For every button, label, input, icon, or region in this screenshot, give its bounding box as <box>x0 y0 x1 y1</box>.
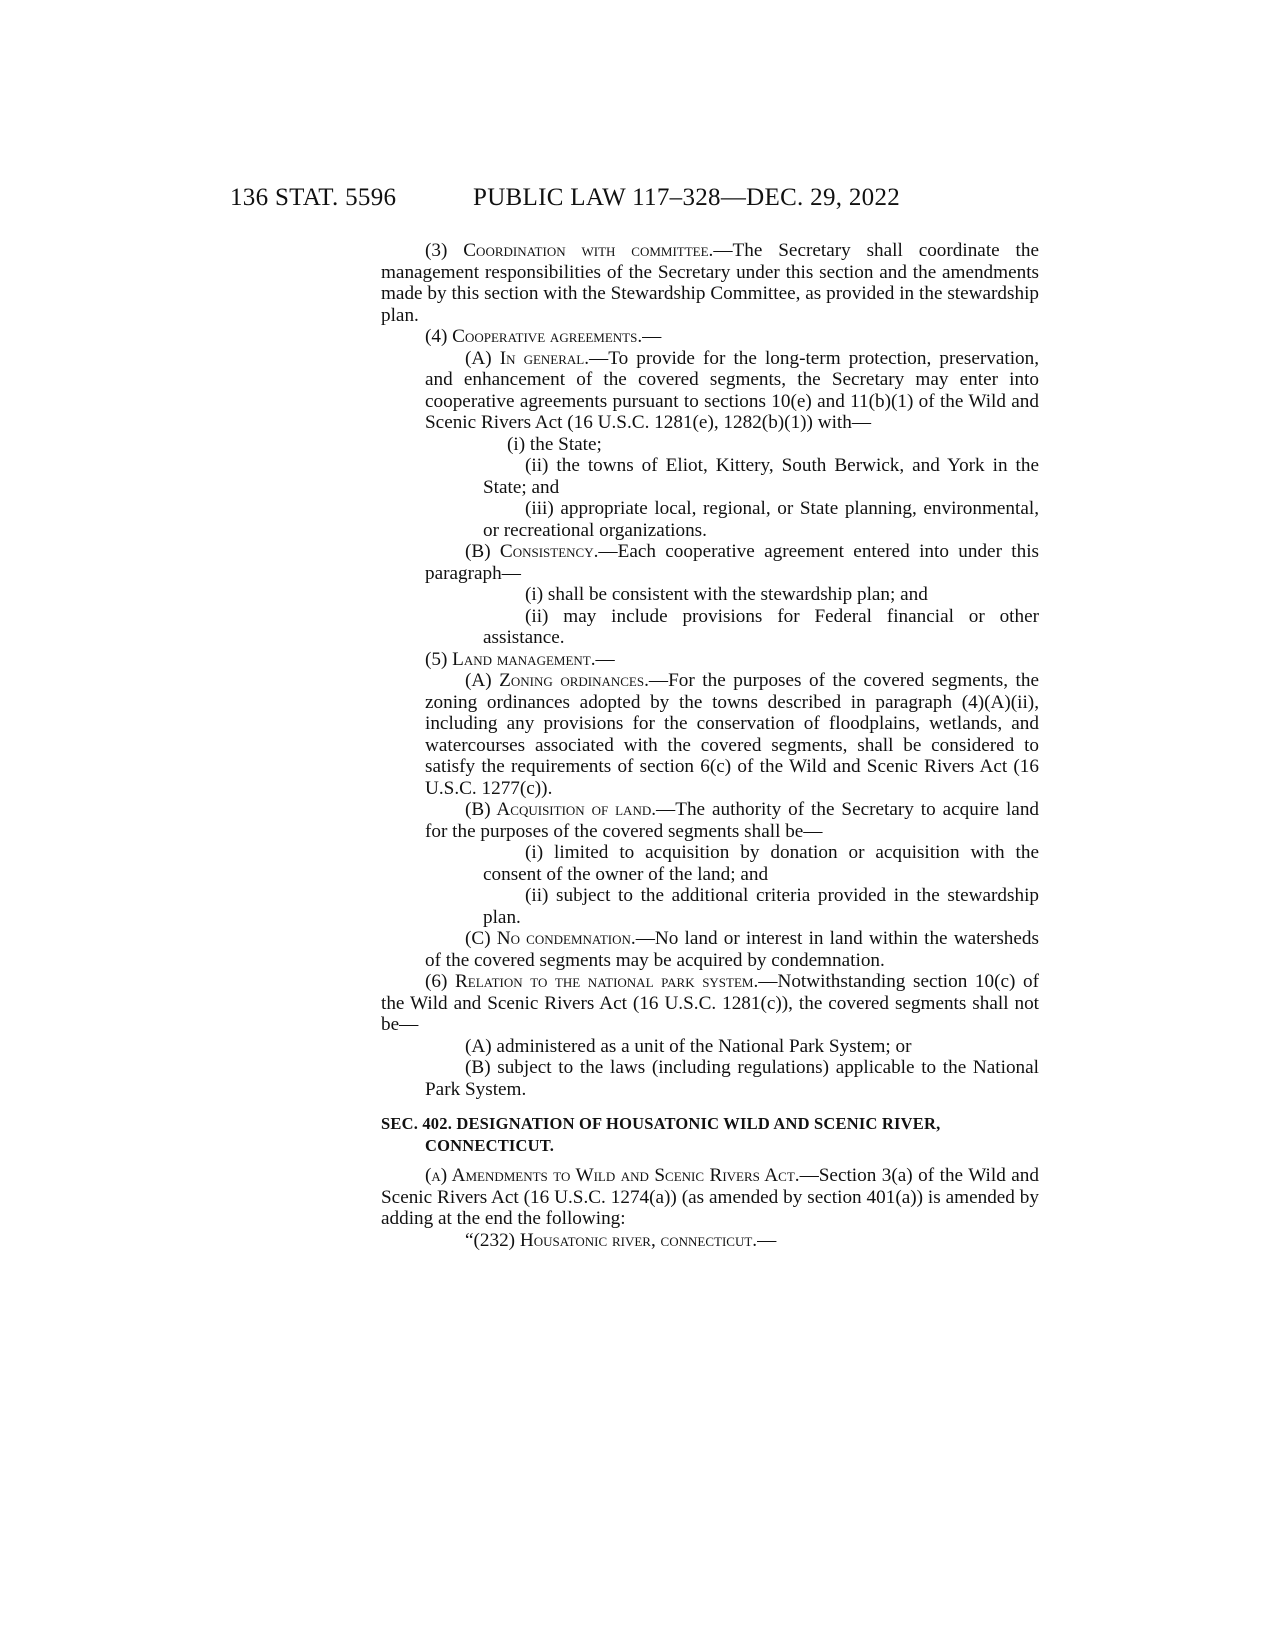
subparagraph-heading: (A) Zoning ordinances.— <box>465 670 669 691</box>
subsection-heading: (a) Amendments to Wild and Scenic Rivers Act.— <box>425 1165 819 1186</box>
page-header-title: PUBLIC LAW 117–328—DEC. 29, 2022 <box>473 184 901 211</box>
subsection-text: Section 3(a) of the Wild and Scenic Rivers Act (16 U.S.C. 1274(a)) (as amended by section 401(a)) is amended by adding at the end the following: <box>381 1165 1039 1229</box>
clause-text: (iii) appropriate local, regional, or State planning, environmental, or recreational organizations. <box>483 498 1039 541</box>
page-header-stat: 136 STAT. 5596 <box>230 184 397 211</box>
subparagraph-5b <box>381 799 1039 842</box>
subparagraph-text: The authority of the Secretary to acquire land for the purposes of the covered segments shall be— <box>425 799 1040 842</box>
clause-4a-iii <box>381 498 1039 541</box>
subparagraph-heading: (C) No condemnation.— <box>465 928 655 949</box>
subparagraph-5c <box>381 928 1039 971</box>
subparagraph-heading: (B) Consistency.— <box>465 541 618 562</box>
clause-5b-ii <box>381 885 1039 928</box>
clause-4b-ii <box>381 606 1039 649</box>
subparagraph-heading: (A) In general.— <box>465 347 609 369</box>
paragraph-heading: (3) Coordination with committee.— <box>425 240 733 261</box>
subparagraph-6b <box>381 1057 1039 1100</box>
paragraph-heading: (4) Cooperative agreements.— <box>425 326 662 347</box>
subparagraph-text: To provide for the long-term protection, preservation, and enhancement of the covered segments, the Secretary may enter into cooperative agreements pursuant to sections 10(e) and 11(b)(1) of the Wild and Scenic Rivers Act (16 U.S.C. 1281(e), 1282(b)(1)) with— <box>425 347 1040 433</box>
clause-4a-i <box>381 434 1039 456</box>
clause-4b-i <box>381 584 1039 606</box>
clause-5b-i <box>381 842 1039 885</box>
section-heading: SEC. 402. DESIGNATION OF HOUSATONIC WILD AND SCENIC RIVER, CONNECTICUT. <box>381 1114 941 1155</box>
clause-text: (i) the State; <box>507 433 602 455</box>
clause-text: (ii) the towns of Eliot, Kittery, South Berwick, and York in the State; and <box>483 455 1039 498</box>
paragraph-text: Notwithstanding section 10(c) of the Wild and Scenic Rivers Act (16 U.S.C. 1281(c)), the covered segments shall not be— <box>381 971 1039 1035</box>
subparagraph-4a <box>381 348 1039 434</box>
quoted-paragraph-232: “(232) Housatonic river, connecticut.— <box>465 1229 777 1251</box>
clause-4a-ii <box>381 455 1039 498</box>
subparagraph-5a <box>381 670 1039 799</box>
paragraph-6 <box>381 971 1039 1036</box>
subparagraph-4b <box>381 541 1039 584</box>
subparagraph-text: (A) administered as a unit of the National Park System; or <box>465 1035 912 1057</box>
paragraph-4 <box>381 326 1039 348</box>
paragraph-5 <box>381 649 1039 671</box>
subsection-a <box>381 1165 1039 1230</box>
paragraph-text: The Secretary shall coordinate the management responsibilities of the Secretary under this section and the amendments made by this section with the Stewardship Committee, as provided in the stewardship plan. <box>381 240 1039 326</box>
paragraph-heading: (5) Land management.— <box>425 648 615 670</box>
subparagraph-text: (B) subject to the laws (including regulations) applicable to the National Park System. <box>425 1057 1039 1100</box>
paragraph-heading: (6) Relation to the national park system.— <box>425 971 778 992</box>
document-body <box>381 240 1039 1251</box>
clause-text: (ii) subject to the additional criteria provided in the stewardship plan. <box>483 885 1039 928</box>
clause-text: (i) shall be consistent with the stewardship plan; and <box>525 584 928 605</box>
subparagraph-text: For the purposes of the covered segments, the zoning ordinances adopted by the towns described in paragraph (4)(A)(ii), including any provisions for the conservation of floodplains, wetlands, and watercourses associated with the covered segments, shall be considered to satisfy the requirements of section 6(c) of the Wild and Scenic Rivers Act (16 U.S.C. 1277(c)). <box>425 670 1039 799</box>
paragraph-3 <box>381 240 1039 326</box>
clause-text: (ii) may include provisions for Federal financial or other assistance. <box>483 605 1039 648</box>
subparagraph-text: No land or interest in land within the watersheds of the covered segments may be acquired by condemnation. <box>425 928 1039 971</box>
subparagraph-text: Each cooperative agreement entered into under this paragraph— <box>425 541 1040 584</box>
clause-text: (i) limited to acquisition by donation or acquisition with the consent of the owner of the land; and <box>483 842 1039 885</box>
subparagraph-heading: (B) Acquisition of land.— <box>465 799 676 820</box>
subparagraph-6a <box>381 1036 1039 1058</box>
